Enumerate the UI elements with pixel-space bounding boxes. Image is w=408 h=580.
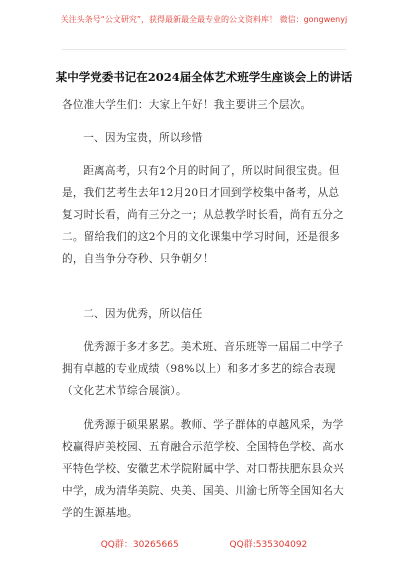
paragraph-talent: 优秀源于多才多艺。美术班、音乐班等一届届二中学子拥有卓越的专业成绩（98%以上）和多才多艺的综合表现（文化艺术节综合展演）。: [62, 341, 344, 397]
paragraph-time: 距离高考，只有2个月的时间了，所以时间很宝贵。但是，我们艺考生去年12月20日才回到学校集中备考，从总复习时长看，尚有三分之一；从总教学时长看，尚有五分之二。留给我们的这2个月的文化课集中学习时间，还是很多的，自当争分夺秒、只争朝夕！: [62, 165, 344, 265]
document-title: 某中学党委书记在2024届全体艺术班学生座谈会上的讲话: [55, 70, 353, 84]
paragraph-greeting: 各位准大学生们：大家上午好！我主要讲三个层次。: [62, 99, 312, 111]
footer-contacts: [0, 537, 408, 550]
paragraph-achievements: 优秀源于硕果累累。教师、学子群体的卓越风采，为学校赢得庐美校园、五育融合示范学校、全国特色学校、高水平特色学校、安徽艺术学院附属中学、对口帮扶肥东县众兴中学，成为清华美院、央美、国美、川渝七所等全国知名大学的生源基地。: [62, 419, 344, 519]
header-banner: 关注头条号“公文研究”，获得最新最全最专业的公文资料库！ 微信：gongwenyj: [60, 15, 348, 24]
section-heading-2: 二、因为优秀，所以信任: [83, 308, 203, 320]
header-divider: [62, 49, 346, 50]
section-heading-1: 一、因为宝贵，所以珍惜: [83, 132, 203, 144]
footer-qq-left: QQ群：30265665: [100, 540, 179, 550]
footer-qq-right: QQ群:535304092: [229, 540, 308, 550]
